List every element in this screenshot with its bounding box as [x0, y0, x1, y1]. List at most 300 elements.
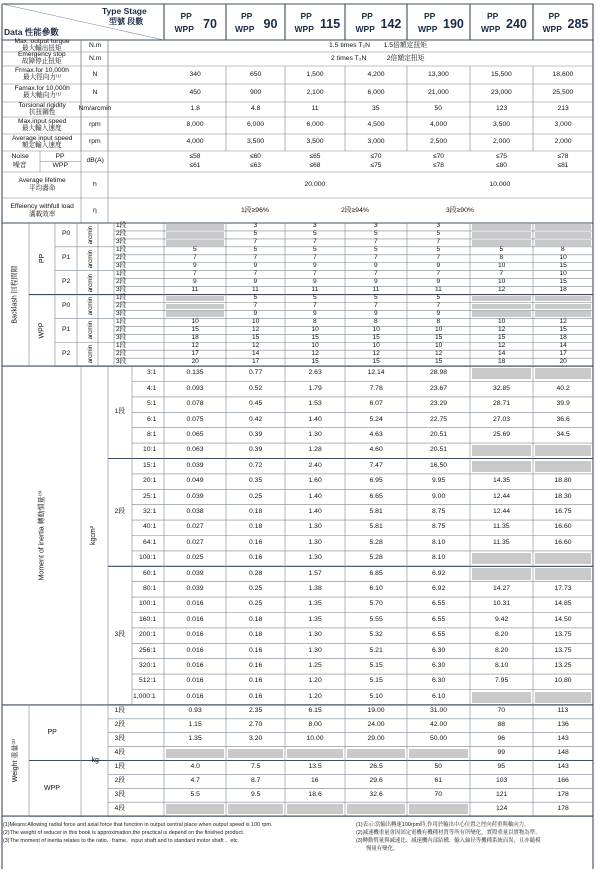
backlash-value: 7: [313, 254, 317, 262]
not-available-cell: [535, 304, 591, 310]
model-series-wpp: WPP: [174, 23, 194, 34]
inertia-value: 8.10: [432, 538, 446, 546]
backlash-grade: P0: [62, 301, 71, 309]
weight-value: 1.35: [188, 735, 202, 743]
weight-value: 143: [557, 762, 569, 770]
not-available-cell: [535, 553, 591, 564]
noise-pp-value: ≤70: [370, 152, 382, 160]
inertia-value: 0.016: [186, 677, 204, 685]
backlash-stage: 1段: [116, 270, 127, 278]
spec-value: 21,000: [428, 88, 449, 96]
spec-value: 4,500: [367, 121, 385, 128]
weight-unit: kg: [91, 757, 99, 764]
weight-series-label: WPP: [44, 784, 60, 792]
noise-unit: dB(A): [86, 157, 104, 164]
inertia-value: 6.95: [369, 477, 383, 485]
inertia-value: 1.30: [308, 523, 322, 531]
inertia-value: 6.85: [369, 569, 383, 577]
inertia-value: 0.016: [186, 615, 204, 623]
backlash-value: 9: [436, 262, 441, 270]
inertia-value: 0.078: [186, 400, 204, 408]
backlash-value: 15: [372, 333, 380, 341]
backlash-value: 7: [193, 270, 197, 278]
inertia-value: 5.24: [369, 415, 383, 423]
inertia-value: 0.16: [249, 661, 263, 669]
inertia-value: 0.093: [186, 384, 204, 392]
backlash-value: 5: [436, 294, 441, 302]
weight-stage: 1段: [114, 707, 126, 715]
backlash-value: 5: [313, 294, 317, 302]
weight-value: 148: [557, 749, 569, 757]
weight-value: 178: [557, 804, 569, 812]
model-series-pp: PP: [424, 10, 436, 21]
spec-value: 11: [311, 105, 319, 112]
inertia-value: 8.20: [495, 646, 509, 654]
backlash-unit: arcmin: [87, 249, 95, 269]
model-series-pp: PP: [487, 10, 499, 21]
inertia-stage: 2段: [114, 507, 126, 515]
row-span-value: 1.5 times T₂N 1.5倍額定扭矩: [329, 41, 428, 49]
footnote-cn: (3)轉動慣量與減速比、減速機內部結構、輸入轴径等機種系統而異，且亦隨模: [356, 838, 541, 845]
model-size: 115: [320, 16, 341, 31]
noise-wpp-value: ≤81: [557, 161, 569, 169]
backlash-value: 14: [252, 349, 260, 357]
inertia-value: 2.63: [308, 369, 322, 377]
backlash-value: 18: [559, 333, 567, 341]
backlash-value: 9: [313, 309, 317, 317]
not-available-cell: [166, 804, 224, 814]
inertia-value: 0.16: [249, 646, 263, 654]
row-label-cn: 故障停止扭矩: [22, 58, 62, 65]
backlash-value: 7: [374, 270, 378, 278]
efficiency-label-en: Effeiency withfull load: [10, 202, 74, 210]
inertia-ratio: 320:1: [139, 661, 157, 669]
row-unit: N.m: [89, 54, 102, 62]
backlash-value: 10: [372, 341, 380, 349]
backlash-value: 8: [313, 317, 317, 325]
noise-wpp-value: ≤61: [189, 161, 201, 169]
model-size: 142: [380, 16, 402, 31]
inertia-value: 16.60: [554, 538, 572, 546]
backlash-value: 12: [435, 349, 443, 357]
row-label-en: Torsional rigidity: [18, 101, 66, 109]
backlash-value: 7: [193, 254, 197, 262]
row-label-cn: 最大輸入速度: [22, 124, 62, 132]
backlash-unit: arcmin: [87, 225, 95, 245]
inertia-value: 1.79: [308, 384, 322, 392]
inertia-value: 5.81: [369, 523, 383, 531]
noise-pp-value: ≤65: [309, 152, 321, 160]
spec-value: 35: [372, 105, 380, 112]
inertia-unit: kgcm²: [89, 525, 97, 546]
not-available-cell: [472, 368, 531, 379]
inertia-value: 28.71: [493, 400, 511, 408]
inertia-stage: 1段: [114, 407, 126, 415]
inertia-value: 1.40: [308, 415, 322, 423]
inertia-ratio: 6:1: [147, 415, 157, 423]
inertia-value: 0.016: [186, 646, 204, 654]
inertia-value: 1.30: [308, 430, 322, 438]
backlash-stage: 1段: [116, 294, 127, 302]
backlash-value: 7: [253, 238, 258, 246]
inertia-value: 1.30: [308, 646, 322, 654]
backlash-value: 7: [436, 238, 441, 246]
backlash-label: Backlash 回程間隙: [11, 265, 19, 324]
backlash-value: 17: [559, 349, 567, 357]
noise-wpp-value: ≤63: [250, 161, 261, 169]
weight-value: 103: [496, 776, 508, 784]
spec-value: 1.8: [190, 105, 200, 112]
weight-value: 29.6: [369, 776, 383, 784]
backlash-value: 8: [374, 317, 378, 325]
inertia-value: 23.67: [430, 384, 448, 392]
footnote-en: (1)Means:Allowing radial force and axial force that function in output central place when output speed is 100 rpm.: [3, 822, 273, 829]
spec-value: 4,200: [367, 70, 385, 78]
inertia-value: 0.18: [249, 507, 263, 515]
spec-value: 2,000: [554, 138, 572, 145]
backlash-value: 8: [499, 254, 504, 262]
not-available-cell: [166, 311, 224, 317]
inertia-value: 14.50: [554, 615, 572, 623]
inertia-ratio: 25:1: [143, 492, 157, 500]
inertia-value: 0.28: [249, 569, 263, 577]
inertia-value: 5.21: [369, 646, 383, 654]
inertia-ratio: 100:1: [139, 600, 157, 608]
model-series-pp: PP: [300, 10, 312, 21]
inertia-value: 0.038: [186, 507, 204, 515]
inertia-value: 6.55: [432, 600, 446, 608]
inertia-value: 2.40: [308, 461, 322, 469]
backlash-stage: 1段: [116, 246, 127, 254]
weight-value: 18.6: [308, 790, 322, 798]
weight-value: 6.15: [308, 707, 322, 715]
inertia-value: 8.20: [495, 631, 509, 639]
inertia-value: 11.35: [493, 523, 510, 531]
model-series-wpp: WPP: [542, 23, 562, 34]
row-label-cn: 抗扭鋼性: [29, 108, 56, 116]
lifetime-unit: h: [93, 180, 97, 188]
model-size: 70: [203, 16, 217, 31]
backlash-value: 9: [193, 278, 197, 286]
backlash-value: 10: [252, 317, 260, 325]
inertia-value: 23.29: [430, 400, 448, 408]
inertia-value: 1.35: [308, 615, 322, 623]
not-available-cell: [472, 240, 531, 246]
weight-value: 13.5: [308, 762, 322, 770]
model-series-wpp: WPP: [355, 23, 375, 34]
backlash-value: 15: [435, 333, 443, 341]
inertia-value: 17.73: [554, 584, 572, 592]
inertia-value: 0.063: [186, 446, 204, 454]
inertia-value: 6.55: [432, 631, 446, 639]
inertia-value: 1.57: [308, 569, 322, 577]
backlash-value: 11: [252, 286, 259, 294]
lifetime-label-en: Average lifetime: [18, 176, 66, 184]
inertia-value: 14.27: [493, 584, 511, 592]
inertia-value: 5.28: [369, 554, 383, 562]
backlash-value: 5: [193, 246, 197, 254]
noise-pp-value: ≤58: [189, 152, 201, 160]
inertia-value: 1.40: [308, 492, 322, 500]
backlash-value: 10: [498, 278, 506, 286]
model-series-pp: PP: [361, 10, 373, 21]
row-unit: N: [92, 88, 98, 96]
backlash-value: 7: [499, 270, 504, 278]
not-available-cell: [472, 224, 531, 230]
inertia-value: 27.03: [493, 415, 511, 423]
weight-value: 9.5: [251, 790, 261, 798]
inertia-value: 0.35: [249, 477, 263, 485]
inertia-value: 39.9: [556, 400, 570, 408]
backlash-value: 12: [191, 341, 199, 349]
weight-series-label: PP: [47, 729, 57, 737]
row-unit: N.m: [89, 41, 102, 49]
backlash-value: 5: [253, 294, 258, 302]
not-available-cell: [347, 804, 405, 814]
type-stage-cn-label: 型號 段數: [109, 17, 144, 26]
inertia-value: 0.016: [186, 661, 204, 669]
backlash-value: 15: [252, 333, 260, 341]
inertia-value: 22.75: [430, 415, 448, 423]
weight-stage: 3段: [114, 790, 126, 798]
inertia-value: 5.28: [369, 538, 383, 546]
inertia-value: 6.07: [369, 400, 383, 408]
backlash-value: 8: [436, 317, 441, 325]
not-available-cell: [472, 232, 531, 238]
inertia-value: 0.18: [249, 615, 263, 623]
backlash-value: 7: [436, 270, 441, 278]
backlash-grade: P2: [62, 278, 71, 286]
backlash-value: 20: [191, 357, 199, 365]
noise-pp-value: ≤75: [496, 152, 507, 160]
inertia-value: 13.25: [554, 661, 572, 669]
inertia-value: 4.63: [369, 430, 383, 438]
row-span-value: 2 times T₂N 2倍額定扭矩: [331, 54, 425, 62]
spec-value: 2,500: [430, 138, 448, 145]
backlash-grade: P1: [62, 254, 71, 262]
backlash-value: 10: [498, 317, 506, 325]
weight-value: 10.00: [306, 735, 324, 743]
weight-value: 178: [557, 790, 569, 798]
backlash-stage: 3段: [116, 286, 127, 294]
backlash-value: 9: [313, 278, 317, 286]
noise-label-en: Noise: [11, 152, 29, 160]
inertia-value: 8.10: [432, 554, 446, 562]
backlash-value: 10: [191, 317, 199, 325]
inertia-value: 12.14: [367, 369, 385, 377]
not-available-cell: [535, 445, 591, 456]
spec-value: 450: [189, 88, 201, 96]
backlash-value: 8: [561, 246, 565, 254]
weight-value: 3.20: [249, 735, 263, 743]
inertia-ratio: 1,000:1: [133, 692, 156, 700]
spec-value: 4,000: [430, 121, 448, 128]
backlash-value: 7: [374, 238, 378, 246]
inertia-value: 9.42: [495, 615, 509, 623]
backlash-unit: arcmin: [87, 321, 95, 340]
inertia-value: 0.45: [249, 400, 263, 408]
row-label-en: Famax.for 10,000h: [14, 85, 70, 92]
backlash-value: 14: [498, 349, 506, 357]
weight-value: 0.93: [188, 707, 202, 715]
backlash-stage: 2段: [116, 278, 127, 286]
not-available-cell: [409, 804, 468, 814]
spec-value: 15,500: [491, 70, 512, 78]
backlash-grade: P1: [62, 325, 71, 333]
inertia-value: 0.52: [249, 384, 263, 392]
not-available-cell: [228, 804, 283, 814]
weight-stage: 4段: [114, 804, 126, 812]
backlash-value: 15: [559, 278, 567, 286]
not-available-cell: [535, 224, 591, 230]
noise-wpp-value: ≤78: [433, 161, 444, 169]
footnote-cn: (1)表示:當輸出轉速100rpm時,作用於輸出中心位置之徑向荷重與軸向力。: [356, 822, 530, 829]
backlash-value: 10: [435, 341, 443, 349]
spec-value: 2,000: [493, 138, 511, 145]
backlash-value: 12: [311, 349, 319, 357]
inertia-value: 1.28: [308, 446, 322, 454]
inertia-value: 0.039: [186, 584, 204, 592]
not-available-cell: [472, 568, 531, 579]
not-available-cell: [287, 804, 343, 814]
inertia-value: 1.60: [308, 477, 322, 485]
backlash-value: 15: [311, 333, 319, 341]
backlash-value: 5: [436, 230, 441, 238]
spec-value: 23,000: [491, 88, 512, 96]
spec-value: 4,000: [186, 138, 204, 145]
weight-value: 70: [434, 790, 443, 798]
inertia-ratio: 80:1: [143, 584, 157, 592]
backlash-value: 7: [313, 270, 317, 278]
not-available-cell: [472, 296, 531, 302]
inertia-value: 0.16: [249, 538, 263, 546]
spec-value: 123: [496, 105, 508, 112]
inertia-value: 0.25: [249, 584, 263, 592]
not-available-cell: [166, 296, 224, 302]
backlash-unit: arcmin: [87, 297, 95, 316]
backlash-value: 10: [559, 270, 567, 278]
model-series-pp: PP: [241, 10, 253, 21]
weight-value: 61: [434, 776, 443, 784]
not-available-cell: [472, 445, 531, 456]
inertia-ratio: 20:1: [143, 477, 157, 485]
backlash-value: 12: [372, 349, 380, 357]
spec-value: 3,000: [367, 138, 385, 145]
inertia-value: 0.065: [186, 430, 204, 438]
spec-value: 650: [250, 70, 262, 78]
inertia-value: 1.20: [308, 692, 322, 700]
inertia-value: 14.85: [554, 600, 572, 608]
model-size: 90: [263, 16, 278, 31]
noise-wpp-label: WPP: [52, 161, 68, 169]
not-available-cell: [535, 461, 591, 472]
weight-value: 143: [557, 735, 569, 743]
model-series-wpp: WPP: [294, 23, 314, 34]
backlash-value: 18: [191, 333, 199, 341]
backlash-value: 11: [435, 286, 442, 294]
inertia-value: 1.40: [308, 507, 322, 515]
inertia-ratio: 3:1: [147, 369, 157, 377]
backlash-value: 9: [313, 262, 317, 270]
lifetime-label-cn: 平均壽命: [29, 184, 56, 192]
weight-value: 50.00: [430, 735, 448, 743]
not-available-cell: [287, 749, 343, 759]
backlash-value: 7: [436, 301, 441, 309]
inertia-value: 7.95: [495, 677, 509, 685]
inertia-value: 25.69: [493, 430, 511, 438]
model-series-pp: PP: [180, 10, 192, 21]
backlash-value: 15: [435, 357, 443, 365]
inertia-value: 5.15: [369, 677, 383, 685]
spec-value: 3,500: [306, 138, 324, 145]
inertia-ratio: 160:1: [139, 615, 157, 623]
backlash-stage: 3段: [116, 238, 127, 246]
backlash-value: 9: [253, 262, 258, 270]
model-series-wpp: WPP: [481, 23, 501, 34]
weight-stage: 4段: [114, 749, 126, 757]
inertia-value: 8.75: [432, 523, 446, 531]
backlash-value: 7: [313, 301, 317, 309]
backlash-value: 5: [374, 246, 378, 254]
noise-wpp-value: ≤75: [370, 161, 382, 169]
inertia-ratio: 32:1: [143, 507, 157, 515]
inertia-value: 10.80: [554, 677, 572, 685]
backlash-stage: 2段: [116, 230, 127, 238]
noise-label-cn: 噪音: [13, 161, 27, 169]
inertia-value: 20.51: [430, 430, 448, 438]
weight-value: 8.7: [251, 776, 261, 784]
backlash-value: 18: [498, 357, 506, 365]
inertia-ratio: 100:1: [139, 554, 157, 562]
row-unit: rpm: [89, 121, 101, 128]
weight-value: 29.00: [367, 735, 385, 743]
noise-wpp-value: ≤68: [309, 161, 321, 169]
inertia-value: 16.75: [554, 507, 572, 515]
weight-value: 31.00: [430, 707, 448, 715]
inertia-value: 0.135: [186, 369, 204, 377]
inertia-ratio: 40:1: [143, 523, 157, 531]
weight-stage: 1段: [114, 762, 126, 770]
inertia-value: 0.39: [249, 430, 263, 438]
backlash-value: 5: [499, 246, 504, 254]
not-available-cell: [535, 296, 591, 302]
backlash-value: 5: [374, 230, 378, 238]
backlash-value: 18: [559, 286, 567, 294]
backlash-value: 5: [313, 246, 317, 254]
backlash-value: 9: [253, 278, 258, 286]
inertia-value: 0.16: [249, 677, 263, 685]
backlash-value: 10: [559, 254, 567, 262]
backlash-value: 17: [252, 357, 260, 365]
backlash-value: 9: [436, 309, 441, 317]
weight-label: Weight 重量⁽²⁾: [11, 738, 19, 783]
inertia-value: 5.15: [369, 661, 383, 669]
row-unit: N: [92, 70, 98, 78]
spec-value: 1,500: [306, 70, 324, 78]
backlash-value: 9: [374, 278, 378, 286]
inertia-value: 9.00: [432, 492, 446, 500]
model-size: 240: [506, 16, 527, 31]
footnote-en: (3)The moment of inertia relates to the ratio、frame、input shaft and to standard motor shaft 、etc.: [3, 838, 240, 845]
backlash-value: 3: [374, 222, 378, 230]
inertia-value: 0.039: [186, 569, 204, 577]
inertia-value: 8.75: [432, 507, 446, 515]
inertia-value: 12.44: [493, 507, 511, 515]
weight-value: 8.00: [308, 721, 322, 729]
data-label: Data 性能參數: [4, 27, 59, 37]
inertia-value: 6.10: [369, 584, 383, 592]
backlash-value: 9: [374, 262, 378, 270]
